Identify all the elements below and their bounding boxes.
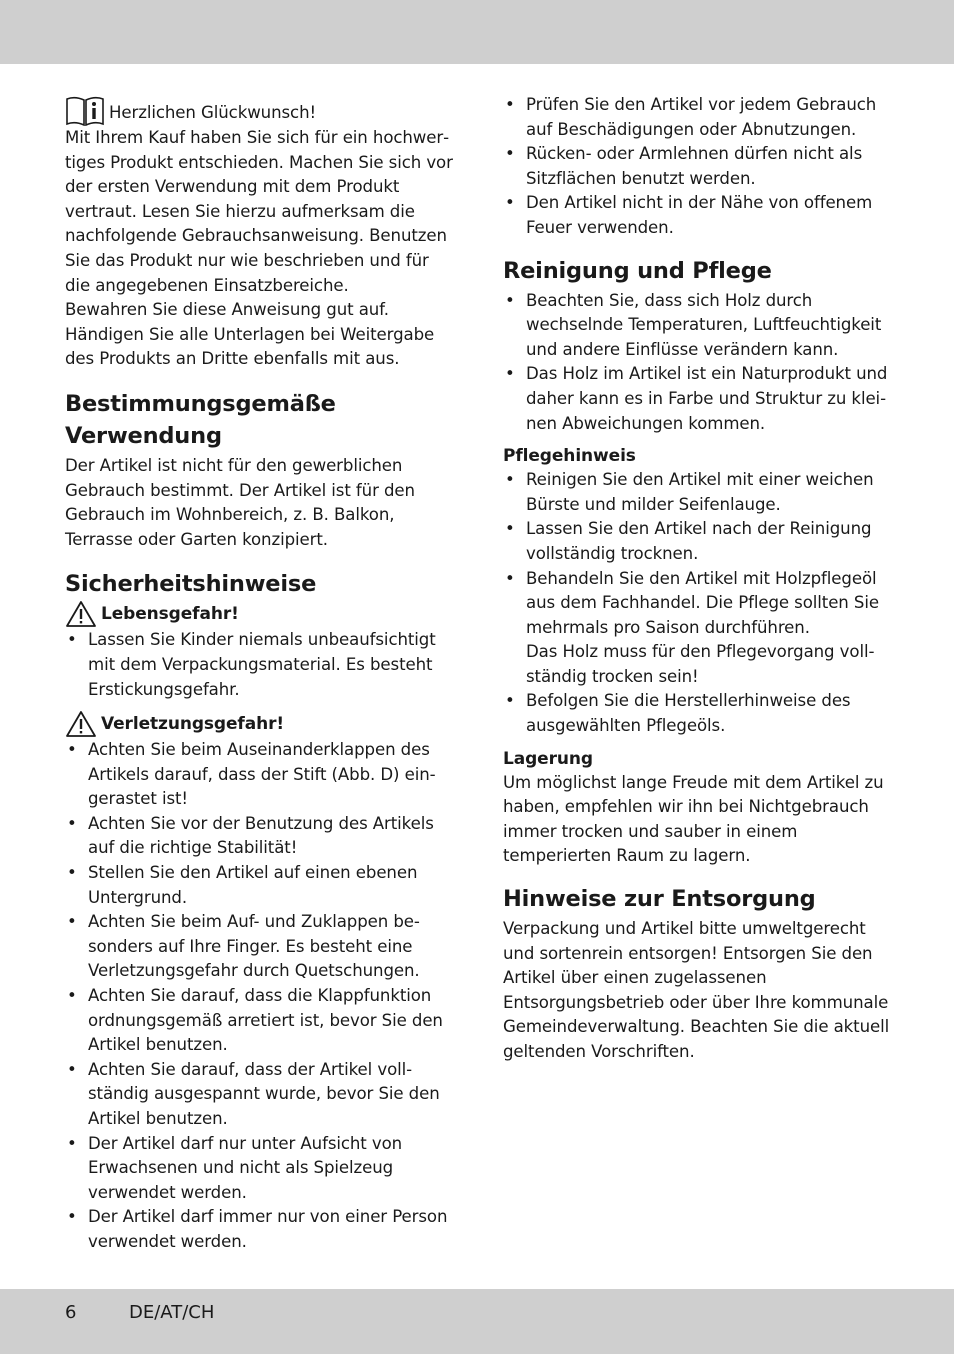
intended-use-heading: Bestimmungsgemäße Verwendung <box>65 390 336 449</box>
list-item <box>503 567 893 690</box>
intended-use-text: Der Artikel ist nicht für den gewerblichen Gebrauch bestimmt. Der Artikel ist für den Gebrauch im Wohnbereich, z. B. Balkon, Terrasse oder Garten konzipiert. <box>65 455 415 549</box>
info-book-icon <box>65 96 105 126</box>
disposal-text: Verpackung und Artikel bitte umweltgerecht und sortenrein entsorgen! Entsorgen Sie den Artikel über einen zugelassenen Entsorgungsbetrieb oder über Ihre kommunale Gemeindeverwaltung. Beachten Sie die aktuell geltenden Vorschriften. <box>503 919 890 1061</box>
injury-warning <box>65 710 455 738</box>
list-item: • Prüfen Sie den Artikel vor jedem Gebrauch auf Beschädigungen oder Abnutzungen. <box>503 93 893 142</box>
list-item: • Stellen Sie den Artikel auf einen ebenen Untergrund. <box>65 861 455 910</box>
danger-label: Lebensgefahr! <box>101 604 239 625</box>
care-tips-heading: Pflegehinweis <box>503 446 636 467</box>
list-item: • Achten Sie darauf, dass die Klappfunktion ordnungsgemäß arretiert ist, bevor Sie den Artikel benutzen. <box>65 984 455 1058</box>
list-item: • Befolgen Sie die Herstellerhinweise des ausgewählten Pflegeöls. <box>503 689 893 738</box>
list-item: • Den Artikel nicht in der Nähe von offenem Feuer verwenden. <box>503 191 893 240</box>
list-item: • Der Artikel darf nur unter Aufsicht von Erwachsenen und nicht als Spielzeug verwendet werden. <box>65 1132 455 1206</box>
left-column <box>65 96 455 1255</box>
care-heading: Reinigung und Pflege <box>503 257 772 284</box>
warning-triangle-icon <box>65 600 97 628</box>
danger-warning <box>65 600 455 628</box>
page-number: 6 <box>65 1302 77 1323</box>
care-list <box>503 289 893 437</box>
list-item: • Achten Sie beim Auseinanderklappen des Artikels darauf, dass der Stift (Abb. D) eingerastet ist! <box>65 738 455 812</box>
disposal-heading: Hinweise zur Entsorgung <box>503 886 816 913</box>
intro-greeting: Herzlichen Glückwunsch! <box>109 103 317 123</box>
danger-list <box>65 628 455 702</box>
list-item: • Der Artikel darf immer nur von einer Person verwendet werden. <box>65 1205 455 1254</box>
list-item: • Das Holz im Artikel ist ein Naturprodukt und daher kann es in Farbe und Struktur zu kleinen Abweichungen kommen. <box>503 362 893 436</box>
list-item: • Achten Sie darauf, dass der Artikel vollständig ausgespannt wurde, bevor Sie den Artikel benutzen. <box>65 1058 455 1132</box>
care-tips-list <box>503 468 893 739</box>
storage-heading: Lagerung <box>503 748 593 769</box>
intro-paragraph-1: Mit Ihrem Kauf haben Sie sich für ein hochwertiges Produkt entschieden. Machen Sie sich vor der ersten Verwendung mit dem Produkt vertraut. Lesen Sie hierzu aufmerksam die nachfolgende Gebrauchsanweisung. Benutzen Sie das Produkt nur wie beschrieben und für die angegebenen Einsatzbereiche. <box>65 128 453 295</box>
list-item: • Beachten Sie, dass sich Holz durch wechselnde Temperaturen, Luftfeuchtigkeit und andere Einflüsse verändern kann. <box>503 289 893 363</box>
injury-list <box>65 738 455 1254</box>
list-item-text: Behandeln Sie den Artikel mit Holzpflegeöl aus dem Fachhandel. Die Pflege sollten Sie mehrmals pro Saison durchführen. <box>526 568 879 637</box>
right-column <box>503 93 893 1065</box>
storage-text: Um möglichst lange Freude mit dem Artikel zu haben, empfehlen wir ihn bei Nichtgebrauch immer trocken und sauber in einem temperierten Raum zu lagern. <box>503 772 884 866</box>
safety-more-list <box>503 93 893 241</box>
list-item: • Lassen Sie den Artikel nach der Reinigung vollständig trocknen. <box>503 517 893 566</box>
warning-triangle-icon <box>65 710 97 738</box>
injury-label: Verletzungsgefahr! <box>101 714 285 735</box>
list-item: • Lassen Sie Kinder niemals unbeaufsichtigt mit dem Verpackungsmaterial. Es besteht Erstickungsgefahr. <box>65 628 455 702</box>
list-item: • Rücken- oder Armlehnen dürfen nicht als Sitzflächen benutzt werden. <box>503 142 893 191</box>
list-item-extra: Das Holz muss für den Pflegevorgang vollständig trocken sein! <box>526 642 875 686</box>
safety-heading: Sicherheitshinweise <box>65 571 317 598</box>
header-band <box>0 0 954 64</box>
intro-greeting-line <box>65 96 455 126</box>
list-item: • Achten Sie vor der Benutzung des Artikels auf die richtige Stabilität! <box>65 812 455 861</box>
list-item: • Reinigen Sie den Artikel mit einer weichen Bürste und milder Seifenlauge. <box>503 468 893 517</box>
list-item: • Achten Sie beim Auf- und Zuklappen besonders auf Ihre Finger. Es besteht eine Verletzungsgefahr durch Quetschungen. <box>65 910 455 984</box>
intro-paragraph-2: Bewahren Sie diese Anweisung gut auf. Händigen Sie alle Unterlagen bei Weitergabe des Produkts an Dritte ebenfalls mit aus. <box>65 300 435 369</box>
language-label: DE/AT/CH <box>129 1302 215 1323</box>
